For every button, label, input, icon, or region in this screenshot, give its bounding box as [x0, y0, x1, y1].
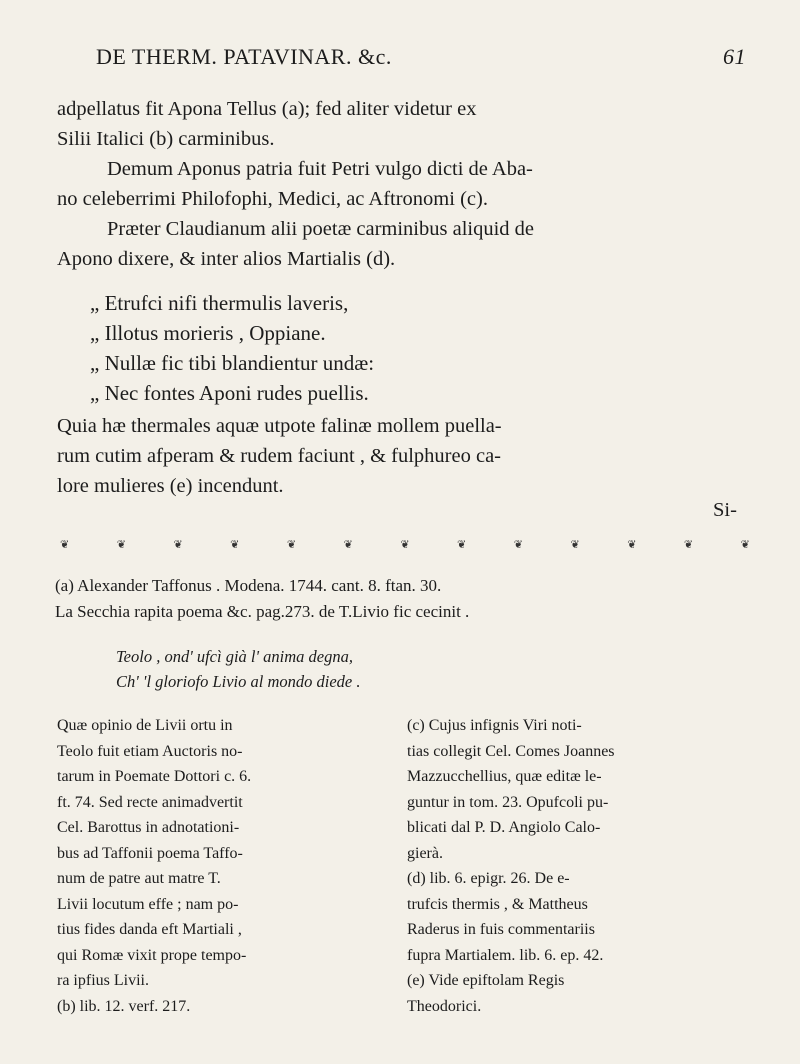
text-line: Apono dixere, & inter alios Martialis (d).: [57, 248, 396, 270]
footnote-line: Livii locutum effe ; nam po-: [57, 895, 239, 913]
footnote-line: bus ad Taffonii poema Taffo-: [57, 844, 243, 862]
ornament-rule: [60, 538, 750, 550]
text-line: adpellatus fit Apona Tellus (a); fed aliter videtur ex: [57, 98, 477, 120]
footnote-line: ft. 74. Sed recte animadvertit: [57, 793, 243, 811]
footnote-line: Mazzucchellius, quæ editæ le-: [407, 768, 602, 785]
footnote-line: (b) lib. 12. verf. 217.: [57, 997, 191, 1015]
footnote-line: trufcis thermis , & Mattheus: [407, 895, 588, 913]
footnote-line: Cel. Barottus in adnotationi-: [57, 819, 240, 836]
main-text-bottom: [57, 411, 757, 501]
footnote-line: guntur in tom. 23. Opufcoli pu-: [407, 793, 609, 811]
fleuron-icon: ❦: [230, 539, 240, 551]
fleuron-icon: ❦: [683, 539, 694, 551]
footnote-line: Theodorici.: [407, 997, 482, 1015]
footnote-a-verse: [116, 644, 360, 694]
footnote-line: fupra Martialem. lib. 6. ep. 42.: [407, 946, 604, 964]
footnote-line: La Secchia rapita poema &c. pag.273. de T.Livio fic cecinit .: [55, 602, 470, 621]
footnote-verse-line: Ch' 'l gloriofo Livio al mondo diede .: [116, 672, 361, 691]
footnote-line: (e) Vide epiftolam Regis: [407, 972, 565, 989]
fleuron-icon: ❦: [286, 539, 297, 551]
footnote-line: (a) Alexander Taffonus . Modena. 1744. cant. 8. ftan. 30.: [55, 576, 442, 595]
catchword: Si-: [713, 499, 737, 521]
fleuron-icon: ❦: [343, 539, 353, 551]
running-title: DE THERM. PATAVINAR. &c.: [96, 44, 392, 69]
fleuron-icon: ❦: [570, 539, 580, 551]
verse-line: „ Nullæ fic tibi blandientur undæ:: [90, 351, 375, 375]
text-line: Silii Italici (b) carminibus.: [57, 128, 275, 150]
fleuron-icon: ❦: [116, 539, 126, 551]
footnote-line: tias collegit Cel. Comes Joannes: [407, 742, 615, 760]
fleuron-icon: ❦: [400, 539, 410, 551]
footnote-line: Teolo fuit etiam Auctoris no-: [57, 742, 243, 760]
text-line: Quia hæ thermales aquæ utpote falinæ mollem puella-: [57, 415, 502, 437]
fleuron-icon: ❦: [173, 539, 183, 551]
verse-line: „ Etrufci nifi thermulis laveris,: [90, 291, 349, 315]
footnote-line: Quæ opinio de Livii ortu in: [57, 717, 233, 734]
text-line: no celeberrimi Philofophi, Medici, ac Aftronomi (c).: [57, 188, 488, 210]
text-line: Demum Aponus patria fuit Petri vulgo dicti de Aba-: [107, 158, 533, 180]
footnotes-right-column: [407, 713, 737, 1019]
verse-line: „ Nec fontes Aponi rudes puellis.: [90, 381, 369, 405]
fleuron-icon: ❦: [627, 539, 637, 551]
footnote-line: (d) lib. 6. epigr. 26. De e-: [407, 870, 570, 887]
footnote-line: Raderus in fuis commentariis: [407, 921, 595, 938]
footnote-line: tarum in Poemate Dottori c. 6.: [57, 768, 252, 785]
footnote-line: blicati dal P. D. Angiolo Calo-: [407, 819, 601, 836]
text-line: lore mulieres (e) incendunt.: [57, 475, 284, 497]
footnotes-left-column: [57, 713, 387, 1019]
text-line: rum cutim afperam & rudem faciunt , & fulphureo ca-: [57, 445, 502, 467]
footnote-verse-line: Teolo , ond' ufcì già l' anima degna,: [116, 647, 353, 666]
verse-line: „ Illotus morieris , Oppiane.: [90, 321, 326, 345]
footnote-line: qui Romæ vixit prope tempo-: [57, 946, 247, 964]
fleuron-icon: ❦: [740, 539, 750, 551]
fleuron-icon: ❦: [60, 539, 70, 551]
footnote-line: gierà.: [407, 844, 443, 862]
footnote-line: (c) Cujus infignis Viri noti-: [407, 717, 582, 734]
page-number: 61: [723, 44, 746, 69]
main-text-top: [57, 94, 757, 274]
epigram-verse: [90, 288, 374, 408]
footnote-line: ra ipfius Livii.: [57, 972, 149, 989]
fleuron-icon: ❦: [457, 539, 467, 551]
fleuron-icon: ❦: [513, 539, 523, 551]
text-line: Præter Claudianum alii poetæ carminibus aliquid de: [107, 218, 535, 240]
footnote-a: [55, 573, 765, 625]
footnote-line: num de patre aut matre T.: [57, 870, 221, 887]
footnote-line: tius fides danda eft Martiali ,: [57, 921, 242, 938]
